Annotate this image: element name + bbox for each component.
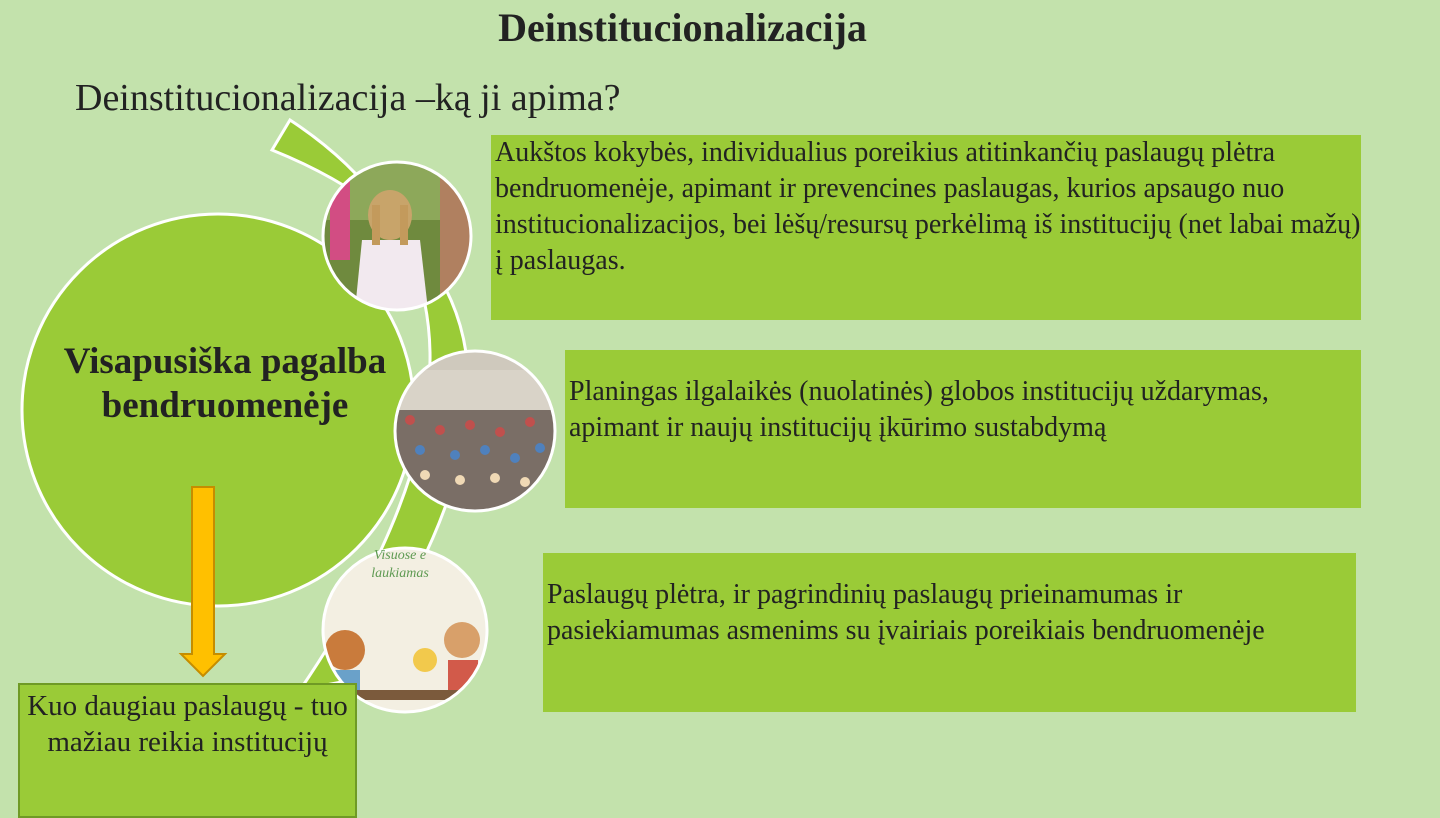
center-circle-label: Visapusiška pagalba bendruomenėje (63, 341, 387, 426)
text-box-1: Aukštos kokybės, individualius poreikius atitinkančių paslaugų plėtra bendruomenėje, apimant ir prevencines paslaugas, kurios apsaugo nuo institucionalizacijos, bei lėšų/resursų perkėlimą iš institucijų (net labai mažų) į paslaugas. (491, 135, 1361, 320)
slide-subtitle: Deinstitucionalizacija –ką ji apima? (75, 77, 621, 119)
result-box: Kuo daugiau paslaugų - tuo mažiau reikia institucijų (18, 683, 357, 818)
illustration-caption-line-1: Visuose e (373, 548, 427, 563)
illustration-caption-line-2: laukiamas (371, 566, 429, 581)
text-box-3: Paslaugų plėtra, ir pagrindinių paslaugų prieinamumas ir pasiekiamumas asmenims su įvairiais poreikiais bendruomenėje (543, 553, 1356, 712)
illustration-caption (340, 547, 460, 583)
slide-title: Deinstitucionalizacija (498, 5, 867, 50)
text-box-2: Planingas ilgalaikės (nuolatinės) globos institucijų uždarymas, apimant ir naujų institucijų įkūrimo sustabdymą (565, 350, 1361, 508)
